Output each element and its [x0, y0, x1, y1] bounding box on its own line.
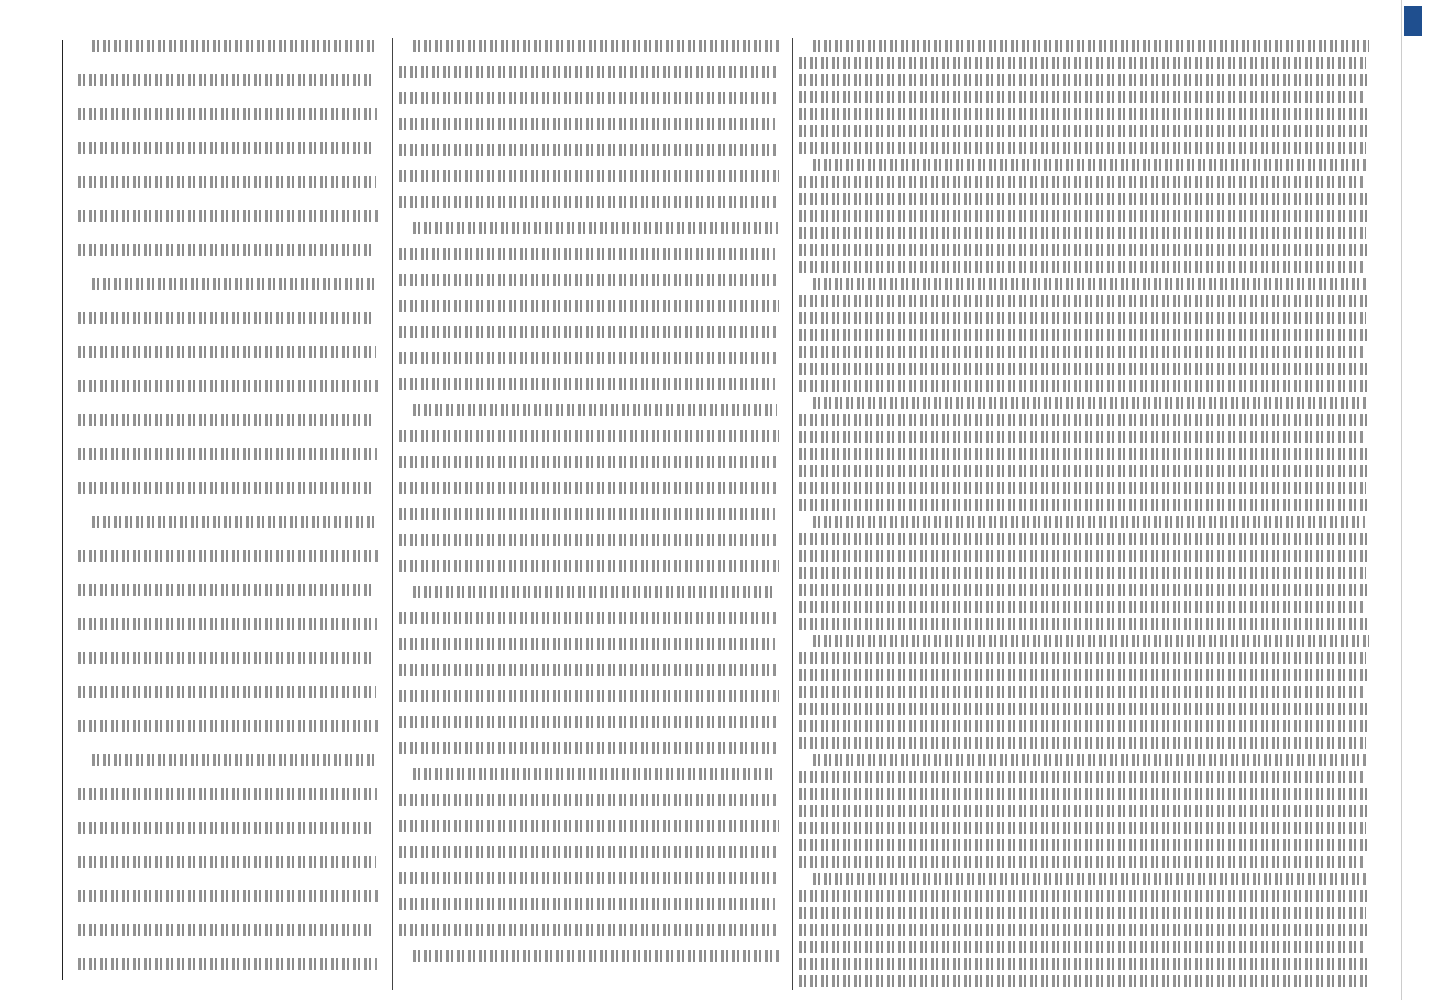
- text-line: [78, 380, 378, 392]
- text-line: [799, 312, 1366, 324]
- text-line: [78, 550, 378, 562]
- text-line: [78, 958, 377, 970]
- text-line: [399, 820, 779, 832]
- text-line: [399, 430, 779, 442]
- dfg-logo: [1404, 6, 1422, 36]
- text-line: [78, 652, 374, 664]
- column-3: [792, 38, 1373, 990]
- text-line: [92, 754, 375, 766]
- text-line: [399, 794, 777, 806]
- text-line: [813, 873, 1367, 885]
- text-line: [399, 300, 779, 312]
- text-line: [799, 142, 1366, 154]
- text-line: [799, 482, 1366, 494]
- text-line: [799, 618, 1367, 630]
- text-line: [799, 244, 1368, 256]
- text-line: [413, 768, 775, 780]
- text-line: [799, 601, 1365, 613]
- text-line: [399, 508, 775, 520]
- text-line: [399, 898, 775, 910]
- text-line: [399, 456, 776, 468]
- text-line: [78, 74, 375, 86]
- text-line: [78, 414, 375, 426]
- text-line: [78, 890, 378, 902]
- text-line: [799, 448, 1367, 460]
- text-line: [813, 397, 1366, 409]
- text-line: [799, 822, 1366, 834]
- text-line: [799, 839, 1368, 851]
- text-line: [799, 227, 1366, 239]
- text-line: [799, 941, 1365, 953]
- column-1: [72, 38, 382, 990]
- text-columns: [72, 38, 1372, 990]
- text-line: [413, 950, 779, 962]
- text-line: [799, 567, 1366, 579]
- text-line: [799, 125, 1369, 137]
- text-line: [799, 363, 1367, 375]
- text-line: [399, 66, 776, 78]
- text-line: [799, 499, 1368, 511]
- text-line: [799, 686, 1365, 698]
- text-line: [413, 404, 777, 416]
- text-line: [813, 635, 1369, 647]
- text-line: [78, 856, 376, 868]
- text-line: [78, 720, 378, 732]
- text-line: [399, 352, 778, 364]
- text-line: [799, 720, 1369, 732]
- text-line: [813, 159, 1368, 171]
- text-line: [799, 74, 1368, 86]
- text-line: [799, 91, 1365, 103]
- text-line: [799, 584, 1368, 596]
- text-line: [78, 210, 378, 222]
- text-line: [799, 465, 1369, 477]
- text-line: [399, 924, 777, 936]
- text-line: [813, 516, 1365, 528]
- text-line: [799, 380, 1369, 392]
- text-line: [399, 92, 778, 104]
- text-line: [799, 771, 1365, 783]
- text-line: [78, 482, 374, 494]
- text-line: [78, 244, 375, 256]
- text-line: [413, 586, 776, 598]
- text-line: [92, 40, 378, 52]
- text-line: [399, 612, 778, 624]
- text-line: [813, 754, 1368, 766]
- text-line: [799, 261, 1365, 273]
- text-line: [799, 329, 1368, 341]
- text-line: [399, 534, 777, 546]
- text-line: [413, 222, 778, 234]
- text-line: [78, 618, 377, 630]
- running-header: [28, 40, 63, 980]
- text-line: [399, 742, 778, 754]
- text-line: [399, 248, 775, 260]
- text-line: [799, 295, 1369, 307]
- text-line: [78, 448, 377, 460]
- text-line: [799, 788, 1367, 800]
- text-line: [92, 516, 376, 528]
- text-line: [413, 40, 779, 52]
- text-line: [813, 40, 1369, 52]
- text-line: [813, 278, 1367, 290]
- text-line: [799, 958, 1367, 970]
- text-line: [399, 326, 776, 338]
- text-line: [799, 669, 1368, 681]
- text-line: [399, 846, 776, 858]
- text-line: [799, 907, 1366, 919]
- text-line: [78, 822, 374, 834]
- text-line: [399, 560, 779, 572]
- text-line: [799, 890, 1369, 902]
- text-line: [799, 805, 1369, 817]
- text-line: [78, 142, 374, 154]
- text-line: [799, 703, 1367, 715]
- text-line: [799, 57, 1366, 69]
- text-line: [799, 975, 1369, 987]
- text-line: [78, 924, 375, 936]
- text-line: [399, 274, 777, 286]
- text-line: [399, 664, 777, 676]
- text-line: [78, 312, 374, 324]
- text-line: [799, 431, 1365, 443]
- text-line: [399, 638, 775, 650]
- text-line: [799, 176, 1365, 188]
- text-line: [799, 550, 1369, 562]
- text-line: [799, 108, 1367, 120]
- text-line: [399, 118, 775, 130]
- text-line: [399, 378, 775, 390]
- text-line: [799, 924, 1368, 936]
- text-line: [799, 346, 1365, 358]
- text-line: [78, 788, 377, 800]
- text-line: [399, 196, 776, 208]
- text-line: [399, 144, 777, 156]
- text-line: [799, 414, 1368, 426]
- column-2: [392, 38, 783, 990]
- text-line: [78, 346, 376, 358]
- text-line: [799, 193, 1367, 205]
- text-line: [399, 716, 776, 728]
- text-line: [78, 108, 377, 120]
- text-line: [399, 872, 778, 884]
- text-line: [399, 170, 779, 182]
- text-line: [799, 856, 1365, 868]
- text-line: [799, 210, 1369, 222]
- text-line: [78, 686, 376, 698]
- text-line: [78, 584, 375, 596]
- text-line: [399, 690, 779, 702]
- text-line: [799, 737, 1366, 749]
- text-line: [399, 482, 778, 494]
- digitization-credit: [1401, 0, 1424, 1000]
- text-line: [799, 533, 1367, 545]
- text-line: [92, 278, 377, 290]
- text-line: [799, 652, 1366, 664]
- text-line: [78, 176, 376, 188]
